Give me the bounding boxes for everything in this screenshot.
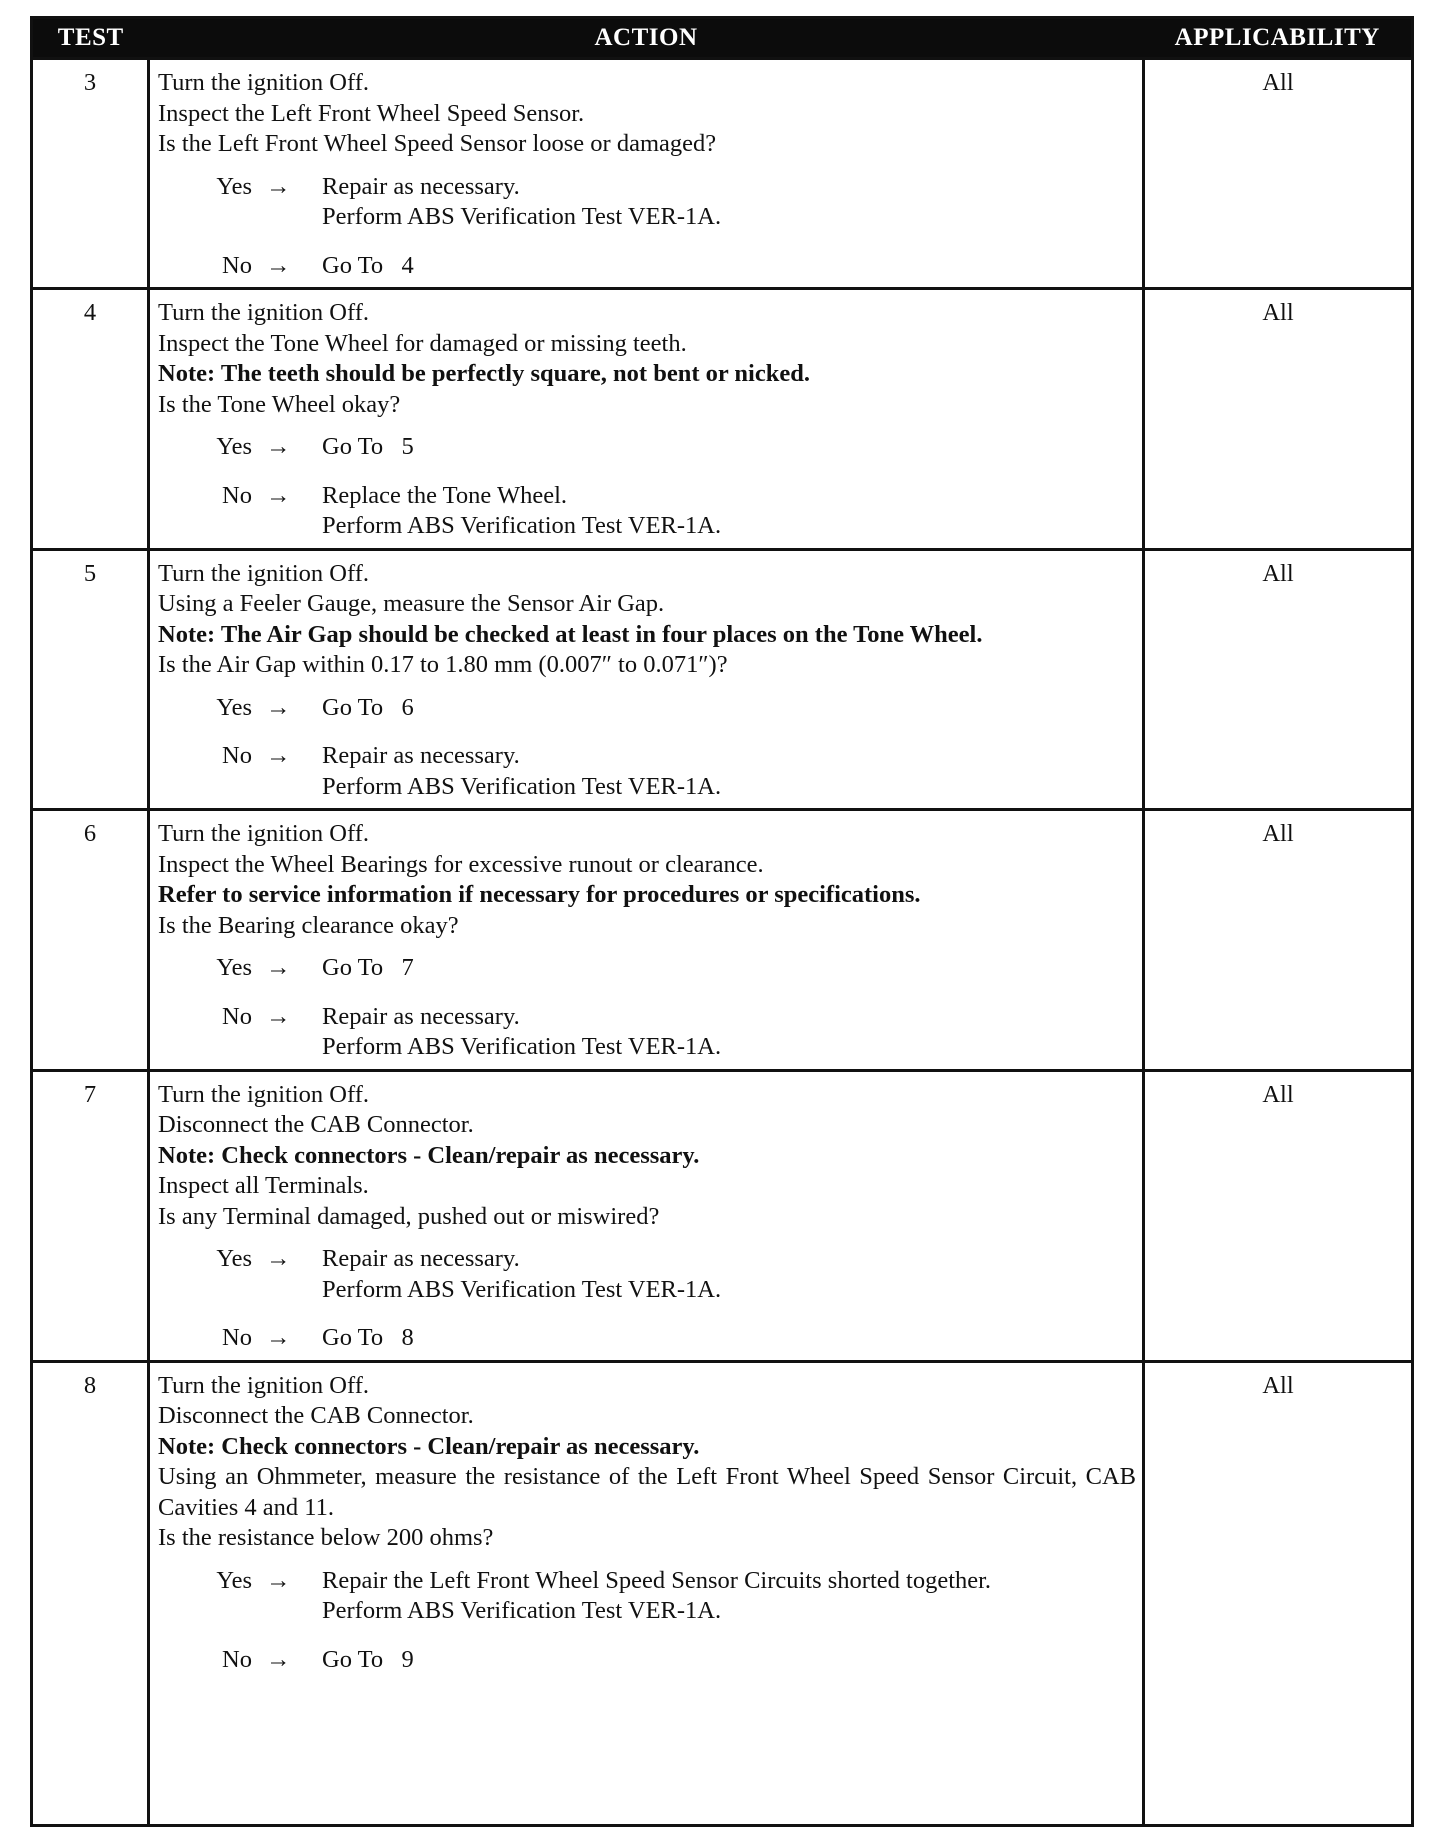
answer-instruction — [322, 251, 1136, 282]
action-step: Using an Ohmmeter, measure the resistance of the Left Front Wheel Speed Sensor Circuit, CAB Cavities 4 and 11. — [158, 1463, 1136, 1521]
answer-instruction — [322, 693, 1136, 724]
answer-instruction-line: Go To 7 — [322, 954, 414, 981]
answer-instruction — [322, 1645, 1136, 1676]
answer-label: Yes — [216, 433, 252, 460]
answer-label: Yes — [216, 1566, 252, 1594]
action-step: Inspect all Terminals. — [158, 1172, 369, 1199]
action-note: Note: Check connectors - Clean/repair as necessary. — [158, 1141, 700, 1169]
answer-list — [158, 693, 1136, 803]
action-cell — [149, 59, 1144, 289]
answer-list — [158, 172, 1136, 282]
answer-instruction — [322, 1244, 1136, 1305]
test-number: 6 — [32, 810, 149, 1071]
answer-instruction-line: Go To 8 — [322, 1324, 414, 1351]
action-step: Inspect the Tone Wheel for damaged or missing teeth. — [158, 329, 687, 357]
answer-instruction-line: Go To 9 — [322, 1645, 414, 1673]
answer-label: No — [222, 481, 252, 509]
answer-label: No — [222, 742, 252, 769]
arrow-right-icon: → — [266, 1002, 291, 1030]
answer-instruction — [322, 741, 1136, 802]
answer-instruction — [322, 1566, 1136, 1627]
action-cell — [149, 1070, 1144, 1361]
test-number: 7 — [32, 1070, 149, 1361]
answer-instruction-line: Repair as necessary. — [322, 1245, 520, 1272]
table-row — [32, 59, 1413, 289]
table-row — [32, 1070, 1413, 1361]
answer-no — [158, 1645, 1136, 1676]
action-step: Inspect the Left Front Wheel Speed Sensor. — [158, 99, 585, 127]
answer-instruction — [322, 172, 1136, 233]
action-step: Turn the ignition Off. — [158, 820, 369, 847]
answer-label: No — [222, 1002, 252, 1030]
arrow-right-icon: → — [266, 1566, 291, 1594]
table-body — [32, 59, 1413, 1826]
arrow-right-icon: → — [266, 481, 291, 509]
answer-instruction — [322, 432, 1136, 463]
header-test: TEST — [32, 18, 149, 59]
table-row — [32, 810, 1413, 1071]
answer-instruction-line: Perform ABS Verification Test VER-1A. — [322, 772, 722, 800]
answer-instruction — [322, 1002, 1136, 1063]
action-cell — [149, 289, 1144, 550]
applicability-value: All — [1144, 1361, 1413, 1826]
answer-label: No — [222, 1645, 252, 1673]
answer-instruction — [322, 953, 1136, 984]
answer-instruction-line: Go To 4 — [322, 251, 414, 279]
test-number: 4 — [32, 289, 149, 550]
test-number: 8 — [32, 1361, 149, 1826]
answer-label: Yes — [216, 693, 252, 721]
action-step: Disconnect the CAB Connector. — [158, 1402, 474, 1429]
answer-list — [158, 432, 1136, 542]
action-step: Is the resistance below 200 ohms? — [158, 1524, 494, 1551]
answer-label: Yes — [216, 172, 252, 200]
action-note: Note: Check connectors - Clean/repair as necessary. — [158, 1432, 700, 1460]
arrow-right-icon: → — [266, 172, 291, 200]
action-step: Is any Terminal damaged, pushed out or miswired? — [158, 1202, 660, 1230]
action-note: Note: The teeth should be perfectly square, not bent or nicked. — [158, 360, 810, 387]
action-step: Using a Feeler Gauge, measure the Sensor Air Gap. — [158, 590, 665, 617]
arrow-right-icon: → — [266, 251, 291, 279]
answer-no — [158, 481, 1136, 542]
answer-instruction — [322, 481, 1136, 542]
arrow-right-icon: → — [266, 1645, 291, 1673]
answer-yes — [158, 953, 1136, 984]
answer-instruction-line: Perform ABS Verification Test VER-1A. — [322, 1597, 722, 1624]
answer-instruction-line: Repair the Left Front Wheel Speed Sensor Circuits shorted together. — [322, 1566, 992, 1594]
table-row — [32, 549, 1413, 810]
action-step: Disconnect the CAB Connector. — [158, 1111, 474, 1138]
header-action: ACTION — [149, 18, 1144, 59]
answer-yes — [158, 172, 1136, 233]
action-step: Is the Air Gap within 0.17 to 1.80 mm (0.007″ to 0.071″)? — [158, 651, 728, 678]
answer-instruction-line: Replace the Tone Wheel. — [322, 481, 567, 509]
action-step: Turn the ignition Off. — [158, 559, 369, 587]
answer-label: No — [222, 251, 252, 279]
answer-label: Yes — [216, 1245, 252, 1272]
answer-yes — [158, 1244, 1136, 1305]
action-cell — [149, 1361, 1144, 1826]
answer-label: Yes — [216, 954, 252, 981]
answer-instruction-line: Perform ABS Verification Test VER-1A. — [322, 512, 722, 539]
answer-instruction-line: Repair as necessary. — [322, 1002, 520, 1030]
arrow-right-icon: → — [266, 1324, 291, 1351]
action-step: Turn the ignition Off. — [158, 299, 369, 326]
action-step: Is the Bearing clearance okay? — [158, 911, 459, 939]
action-step: Is the Left Front Wheel Speed Sensor loose or damaged? — [158, 130, 717, 157]
answer-yes — [158, 693, 1136, 724]
action-cell — [149, 549, 1144, 810]
answer-instruction — [322, 1323, 1136, 1354]
arrow-right-icon: → — [266, 433, 291, 460]
answer-label: No — [222, 1324, 252, 1351]
answer-list — [158, 953, 1136, 1063]
action-step: Turn the ignition Off. — [158, 1080, 369, 1108]
answer-list — [158, 1244, 1136, 1354]
answer-no — [158, 1002, 1136, 1063]
action-step: Is the Tone Wheel okay? — [158, 390, 401, 418]
applicability-value: All — [1144, 289, 1413, 550]
diagnostic-page — [30, 16, 1411, 1827]
answer-instruction-line: Perform ABS Verification Test VER-1A. — [322, 1033, 722, 1060]
answer-yes — [158, 1566, 1136, 1627]
table-row — [32, 1361, 1413, 1826]
test-number: 5 — [32, 549, 149, 810]
table-row — [32, 289, 1413, 550]
diagnostic-table — [30, 16, 1414, 1827]
arrow-right-icon: → — [266, 742, 291, 769]
arrow-right-icon: → — [266, 954, 291, 981]
applicability-value: All — [1144, 549, 1413, 810]
answer-no — [158, 741, 1136, 802]
action-note: Refer to service information if necessary for procedures or specifications. — [158, 881, 921, 908]
answer-instruction-line: Go To 5 — [322, 433, 414, 460]
applicability-value: All — [1144, 810, 1413, 1071]
applicability-value: All — [1144, 1070, 1413, 1361]
answer-no — [158, 251, 1136, 282]
arrow-right-icon: → — [266, 1245, 291, 1272]
table-header-row — [32, 18, 1413, 59]
action-note: Note: The Air Gap should be checked at least in four places on the Tone Wheel. — [158, 620, 983, 648]
answer-instruction-line: Go To 6 — [322, 693, 414, 721]
test-number: 3 — [32, 59, 149, 289]
answer-no — [158, 1323, 1136, 1354]
applicability-value: All — [1144, 59, 1413, 289]
action-step: Inspect the Wheel Bearings for excessive runout or clearance. — [158, 850, 764, 878]
answer-instruction-line: Perform ABS Verification Test VER-1A. — [322, 1275, 722, 1303]
header-applicability: APPLICABILITY — [1144, 18, 1413, 59]
answer-instruction-line: Repair as necessary. — [322, 172, 520, 200]
answer-instruction-line: Perform ABS Verification Test VER-1A. — [322, 203, 722, 230]
action-step: Turn the ignition Off. — [158, 69, 369, 96]
answer-yes — [158, 432, 1136, 463]
answer-list — [158, 1566, 1136, 1676]
arrow-right-icon: → — [266, 693, 291, 721]
action-cell — [149, 810, 1144, 1071]
answer-instruction-line: Repair as necessary. — [322, 742, 520, 769]
action-step: Turn the ignition Off. — [158, 1371, 369, 1399]
